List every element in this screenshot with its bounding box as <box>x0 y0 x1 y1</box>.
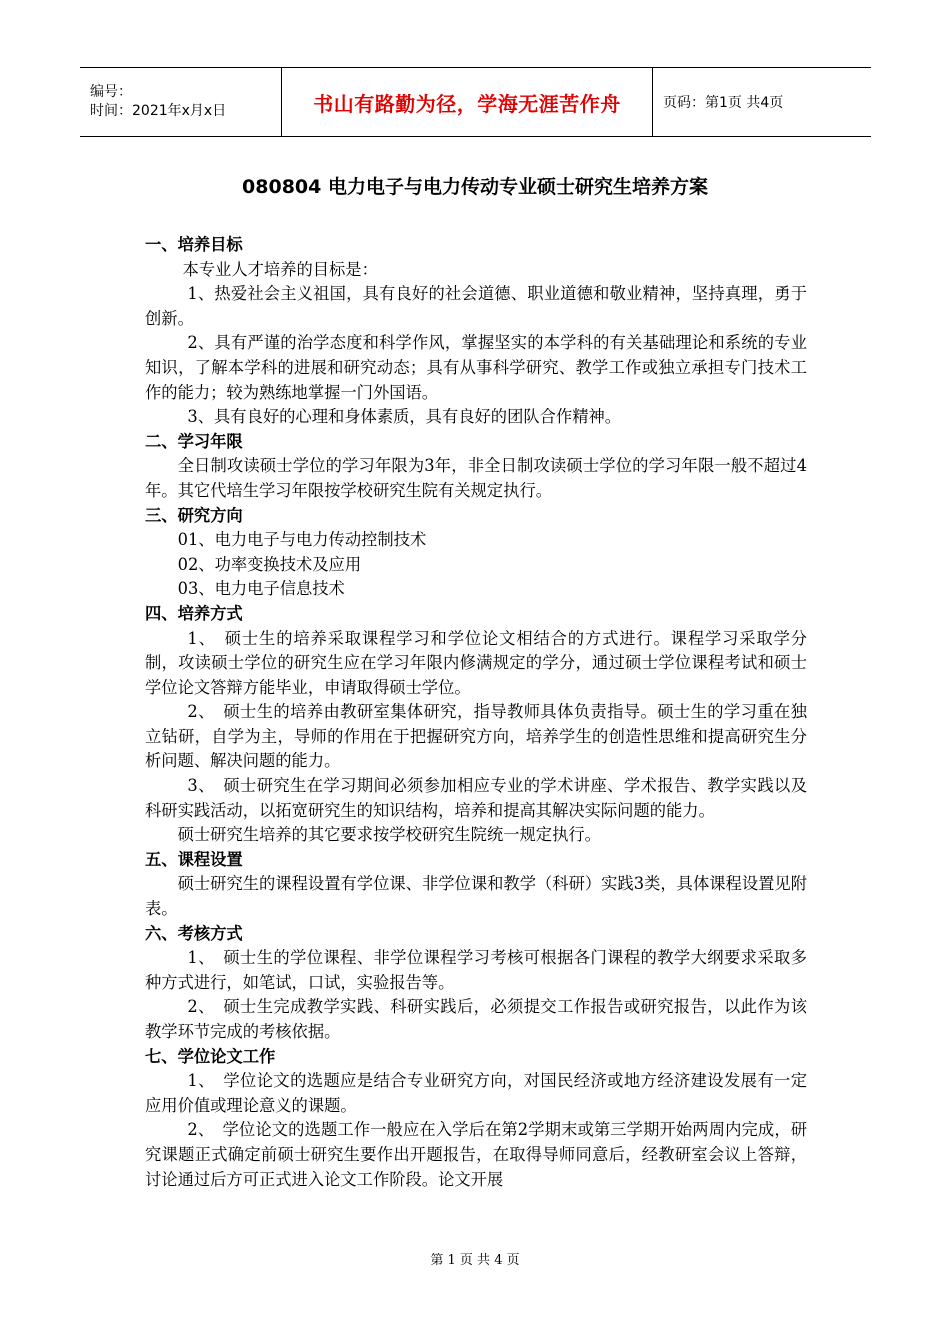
document-body <box>145 233 807 1192</box>
page-footer: 第 1 页 共 4 页 <box>430 1253 520 1268</box>
header-page-info: 页码：第1页 共4页 <box>663 95 784 111</box>
body-paragraph: 3、 硕士研究生在学习期间必须参加相应专业的学术讲座、学术报告、教学实践以及科研实践活动，以拓宽研究生的知识结构，培养和提高其解决实际问题的能力。 <box>145 776 807 820</box>
body-paragraph: 本专业人才培养的目标是： <box>182 259 378 279</box>
section-heading: 六、考核方式 <box>145 923 243 943</box>
section-heading: 七、学位论文工作 <box>145 1046 276 1066</box>
body-paragraph: 3、具有良好的心理和身体素质，具有良好的团队合作精神。 <box>187 407 622 427</box>
header-table <box>80 67 871 137</box>
body-paragraph: 硕士研究生培养的其它要求按学校研究生院统一规定执行。 <box>177 825 601 845</box>
section-heading: 三、研究方向 <box>145 505 243 525</box>
body-paragraph: 全日制攻读硕士学位的学习年限为3年，非全日制攻读硕士学位的学习年限一般不超过4年。其它代培生学习年限按学校研究生院有关规定执行。 <box>145 456 807 500</box>
doc-date: 时间：2021年x月x日 <box>90 103 227 119</box>
body-paragraph: 2、具有严谨的治学态度和科学作风，掌握坚实的本学科的有关基础理论和系统的专业知识，了解本学科的进展和研究动态；具有从事科学研究、教学工作或独立承担专门技术工作的能力；较为熟练地掌握一门外国语。 <box>145 333 807 402</box>
body-paragraph: 硕士研究生的课程设置有学位课、非学位课和教学（科研）实践3类，具体课程设置见附表。 <box>145 874 807 919</box>
body-paragraph: 1、 硕士生的培养采取课程学习和学位论文相结合的方式进行。课程学习采取学分制，攻读硕士学位的研究生应在学习年限内修满规定的学分，通过硕士学位课程考试和硕士学位论文答辩方能毕业，申请取得硕士学位。 <box>145 628 807 697</box>
header-motto: 书山有路勤为径，学海无涯苦作舟 <box>313 91 621 116</box>
body-paragraph: 1、 硕士生的学位课程、非学位课程学习考核可根据各门课程的教学大纲要求采取多种方式进行，如笔试，口试，实验报告等。 <box>145 948 807 992</box>
section-heading: 四、培养方式 <box>145 603 243 623</box>
section-heading: 五、课程设置 <box>145 849 243 869</box>
body-paragraph: 02、功率变换技术及应用 <box>177 554 362 574</box>
body-paragraph: 2、 学位论文的选题工作一般应在入学后在第2学期末或第三学期开始两周内完成，研究课题正式确定前硕士研究生要作出开题报告，在取得导师同意后，经教研室会议上答辩，讨论通过后方可正式进入论文工作阶段。论文开展 <box>145 1120 807 1189</box>
header-meta <box>80 68 282 136</box>
body-paragraph: 03、电力电子信息技术 <box>177 579 345 599</box>
body-paragraph: 01、电力电子与电力传动控制技术 <box>177 530 427 550</box>
body-paragraph: 2、 硕士生完成教学实践、科研实践后，必须提交工作报告或研究报告，以此作为该教学环节完成的考核依据。 <box>145 997 807 1041</box>
body-paragraph: 1、 学位论文的选题应是结合专业研究方向，对国民经济或地方经济建设发展有一定应用价值或理论意义的课题。 <box>145 1071 807 1115</box>
doc-number-label: 编号： <box>90 84 132 100</box>
section-heading: 二、学习年限 <box>145 431 243 451</box>
body-paragraph: 2、 硕士生的培养由教研室集体研究，指导教师具体负责指导。硕士生的学习重在独立钻研，自学为主，导师的作用在于把握研究方向，培养学生的创造性思维和提高研究生分析问题、解决问题的能力。 <box>145 702 807 771</box>
body-paragraph: 1、热爱社会主义祖国，具有良好的社会道德、职业道德和敬业精神，坚持真理，勇于创新。 <box>145 284 807 328</box>
section-heading: 一、培养目标 <box>145 235 243 254</box>
document-title: 080804 电力电子与电力传动专业硕士研究生培养方案 <box>242 176 708 198</box>
header-motto-cell <box>282 68 653 136</box>
